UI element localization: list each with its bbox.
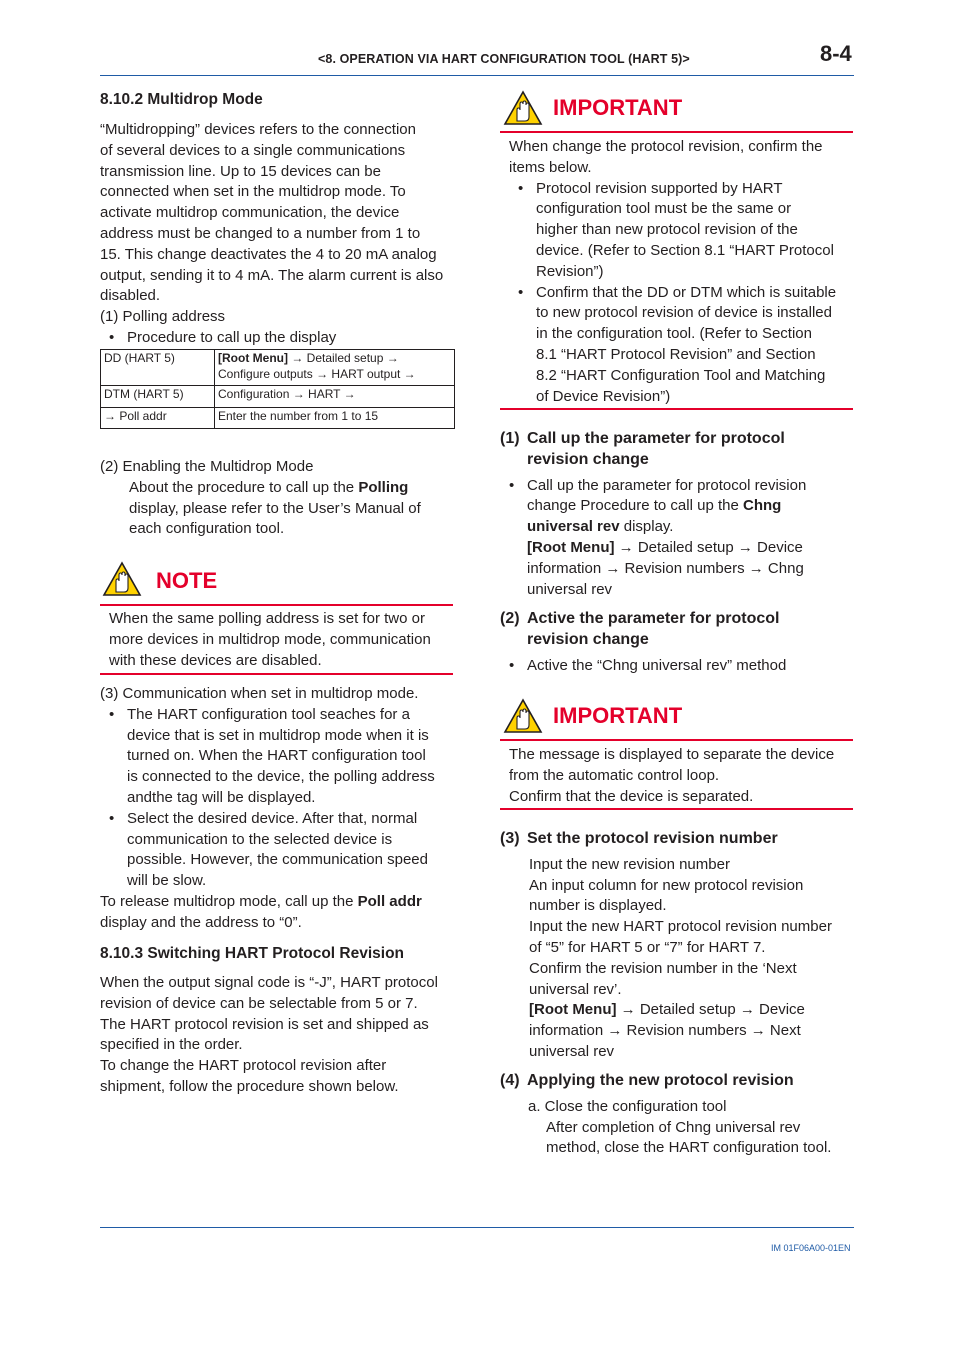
text-line: When the output signal code is “-J”, HART protocol <box>100 974 438 991</box>
text-line: Call up the parameter for protocol <box>527 430 785 447</box>
text-line: Confirm that the device is separated. <box>509 787 754 805</box>
note-title: NOTE <box>156 568 218 593</box>
text-line: method, close the HART configuration tool. <box>546 1139 832 1157</box>
text-line: of Device Revision”) <box>536 387 671 405</box>
text-line: “Multidropping” devices refers to the connection <box>100 121 416 138</box>
warning-hand-icon <box>503 698 543 734</box>
multidrop-enable-block <box>100 457 460 540</box>
table-cell: Enter the number from 1 to 15 <box>215 408 455 429</box>
text-line: possible. However, the communication speed <box>127 851 428 869</box>
text-line: universal rev <box>527 580 613 598</box>
text-span: About the procedure to call up the <box>129 478 359 496</box>
important-body <box>509 745 854 807</box>
text-line: revision of device can be selectable from 5 or 7. <box>100 994 418 1012</box>
text-line <box>527 517 854 538</box>
text-line: from the automatic control loop. <box>509 766 720 784</box>
step-number: (4) <box>500 1072 520 1089</box>
table-row <box>101 350 455 386</box>
step-title: Set the protocol revision number <box>527 830 778 847</box>
text-line: Call up the parameter for protocol revision <box>527 476 807 494</box>
text-line: of several devices to a single communications <box>100 141 406 159</box>
text-line: 8.1 “HART Protocol Revision” and Section <box>536 345 816 363</box>
text-span: display. <box>619 518 674 536</box>
text-line: When the same polling address is set for two or <box>109 610 425 627</box>
text-line: in the configuration tool. (Refer to Section <box>536 325 812 343</box>
step-number: (2) <box>500 610 520 627</box>
bullet-item: • Active the “Chng universal rev” method <box>509 656 787 674</box>
text-line: communication to the selected device is <box>127 830 393 848</box>
item-communication: (3) Communication when set in multidrop mode. <box>100 685 419 702</box>
menu-path: Configure outputs → HART output → <box>218 366 416 381</box>
step-2 <box>500 609 854 676</box>
text-span: change Procedure to call up the <box>527 497 743 515</box>
bullet-item: • The HART configuration tool seaches for a device that is set in multidrop mode when it is turned on. When the HART configuration tool is connected to the device, the polling address andthe tag will be displayed. <box>100 705 460 809</box>
text-line: Input the new revision number <box>529 855 730 873</box>
text-span: → Detailed setup → Device <box>616 1001 805 1019</box>
document-id: IM 01F06A00-01EN <box>771 1243 851 1253</box>
text-line: will be slow. <box>127 872 207 890</box>
important-top-rule <box>500 131 853 133</box>
text-line: Active the parameter for protocol <box>527 610 780 627</box>
step-1-heading <box>500 429 854 471</box>
text-line: display and the address to “0”. <box>100 913 302 931</box>
note-top-rule <box>100 604 453 606</box>
section-title-switching: 8.10.3 Switching HART Protocol Revision <box>100 945 405 962</box>
bold-term: [Root Menu] <box>529 1001 617 1019</box>
important-bottom-rule <box>500 808 853 810</box>
multidrop-communication-block <box>100 684 460 934</box>
text-line <box>529 1000 854 1021</box>
text-line: universal rev <box>529 1042 615 1060</box>
text-line: output, sending it to 4 mA. The alarm current is also <box>100 266 444 284</box>
running-header: <8. OPERATION VIA HART CONFIGURATION TOOL (HART 5)> <box>318 52 690 66</box>
important-top-rule <box>500 739 853 741</box>
text-line: activate multidrop communication, the device <box>100 204 400 222</box>
text-line: each configuration tool. <box>129 520 285 538</box>
text-line: number is displayed. <box>529 897 667 915</box>
text-line: address must be changed to a number from 1 to <box>100 224 421 242</box>
left-column <box>100 90 460 111</box>
item-polling-address: (1) Polling address <box>100 308 226 326</box>
step-4 <box>500 1071 854 1159</box>
switching-hart-section <box>100 944 460 965</box>
table-row <box>101 386 455 408</box>
text-line: Protocol revision supported by HART <box>536 179 783 197</box>
note-bottom-rule <box>100 673 453 675</box>
text-line: When change the protocol revision, confirm the <box>509 138 823 155</box>
text-line: turned on. When the HART configuration tool <box>127 747 426 765</box>
table-row <box>101 408 455 429</box>
text-line: is connected to the device, the polling address <box>127 768 435 786</box>
header-rule <box>100 75 854 76</box>
bold-term: Chng <box>742 497 782 515</box>
note-body <box>109 609 459 671</box>
text-line <box>100 478 460 499</box>
text-line: of “5” for HART 5 or “7” for HART 7. <box>529 938 766 956</box>
important-title: IMPORTANT <box>553 703 683 728</box>
text-line: shipment, follow the procedure shown below. <box>100 1077 399 1095</box>
step-1 <box>500 429 854 600</box>
table-cell: Configuration → HART → <box>215 386 455 408</box>
text-line: Revision”) <box>536 262 604 280</box>
bullet-item: • Select the desired device. After that, normal communication to the selected device is possible. However, the communication speed will be slow. <box>100 809 460 892</box>
step-number: (3) <box>500 830 520 847</box>
important-body <box>509 137 854 407</box>
bold-term: [Root Menu] <box>527 538 615 556</box>
text-span: To release multidrop mode, call up the <box>100 892 358 910</box>
bold-term: universal rev <box>527 518 620 536</box>
text-line <box>100 892 460 913</box>
bullet-item: • Protocol revision supported by HART configuration tool must be the same or higher than new protocol revision of the device. (Refer to Section 8.1 “HART Protocol Revision”) <box>509 179 854 283</box>
sub-item-a: a. Close the configuration tool <box>528 1097 727 1115</box>
text-line: To change the HART protocol revision after <box>100 1057 387 1075</box>
text-line: The HART configuration tool seaches for a <box>127 705 410 723</box>
important-bottom-rule <box>500 408 853 410</box>
menu-path-bold: [Root Menu] <box>218 351 288 365</box>
text-line: connected when set in the multidrop mode. To <box>100 183 406 201</box>
text-line: disabled. <box>100 287 161 305</box>
text-line: display, please refer to the User’s Manual of <box>129 499 421 517</box>
bullet-item: • Procedure to call up the display <box>109 328 337 346</box>
polling-address-table <box>100 349 455 429</box>
switching-paragraph <box>100 973 460 1098</box>
step-3-body <box>500 855 854 1063</box>
step-4-heading <box>500 1071 854 1092</box>
text-line: The HART protocol revision is set and shipped as <box>100 1015 429 1033</box>
text-line: Select the desired device. After that, normal <box>127 809 418 827</box>
text-span: → Detailed setup → Device <box>614 538 803 556</box>
text-line: higher than new protocol revision of the <box>536 221 798 239</box>
important-title: IMPORTANT <box>553 95 683 120</box>
text-line: device that is set in multidrop mode when it is <box>127 726 429 744</box>
table-cell: DD (HART 5) <box>101 350 215 386</box>
bullet-text: Procedure to call up the display <box>127 328 337 346</box>
text-line: with these devices are disabled. <box>109 651 322 669</box>
multidrop-paragraph <box>100 120 460 349</box>
text-line: 15. This change deactivates the 4 to 20 mA analog <box>100 245 437 263</box>
text-line: revision change <box>527 630 649 648</box>
section-title-multidrop: 8.10.2 Multidrop Mode <box>100 91 263 108</box>
text-line: 8.2 “HART Configuration Tool and Matching <box>536 366 826 384</box>
bullet-item: • Confirm that the DD or DTM which is suitable to new protocol revision of device is installed in the configuration tool. (Refer to Section 8.1 “HART Protocol Revision” and Section 8.2 “HART Configuration Tool and Matching of Device Revision”) <box>509 283 854 408</box>
warning-hand-icon <box>102 561 142 597</box>
step-3 <box>500 829 854 1063</box>
text-line: information → Revision numbers → Next <box>529 1022 801 1040</box>
text-line: The message is displayed to separate the device <box>509 746 835 763</box>
bold-term: Poll addr <box>357 892 422 910</box>
text-line: device. (Refer to Section 8.1 “HART Protocol <box>536 241 834 259</box>
text-line <box>527 496 854 517</box>
text-line: Confirm the revision number in the ‘Next <box>529 959 797 977</box>
table-cell <box>215 350 455 386</box>
text-line: items below. <box>509 158 592 176</box>
text-line: An input column for new protocol revision <box>529 876 804 894</box>
step-3-heading <box>500 829 854 850</box>
step-title: Applying the new protocol revision <box>527 1072 794 1089</box>
step-number: (1) <box>500 430 520 447</box>
bullet-text: Active the “Chng universal rev” method <box>527 656 787 674</box>
table-cell: → Poll addr <box>101 408 215 429</box>
text-line: specified in the order. <box>100 1036 243 1054</box>
warning-hand-icon <box>503 90 543 126</box>
text-line: universal rev’. <box>529 980 622 998</box>
text-line: Input the new HART protocol revision number <box>529 918 832 936</box>
step-2-heading <box>500 609 854 651</box>
text-line: configuration tool must be the same or <box>536 200 792 218</box>
text-line: Confirm that the DD or DTM which is suitable <box>536 283 837 301</box>
table-cell: DTM (HART 5) <box>101 386 215 408</box>
text-line: to new protocol revision of device is installed <box>536 304 832 322</box>
text-line: more devices in multidrop mode, communication <box>109 630 431 648</box>
text-line: revision change <box>527 450 649 468</box>
bullet-item: • Call up the parameter for protocol revision change Procedure to call up the Chng universal rev display. [Root Menu] → Detailed setup → Device information → Revision numbers → Chng universal rev <box>500 476 854 601</box>
menu-path: → Detailed setup → <box>287 351 399 365</box>
text-line: information → Revision numbers → Chng <box>527 559 804 577</box>
page-number: 8-4 <box>820 41 852 66</box>
item-enable-multidrop: (2) Enabling the Multidrop Mode <box>100 458 314 475</box>
text-line: andthe tag will be displayed. <box>127 788 316 806</box>
text-line: After completion of Chng universal rev <box>546 1118 801 1136</box>
text-line <box>527 538 854 559</box>
text-line: transmission line. Up to 15 devices can be <box>100 162 381 180</box>
bold-term: Polling <box>358 478 409 496</box>
footer-rule <box>100 1227 854 1228</box>
